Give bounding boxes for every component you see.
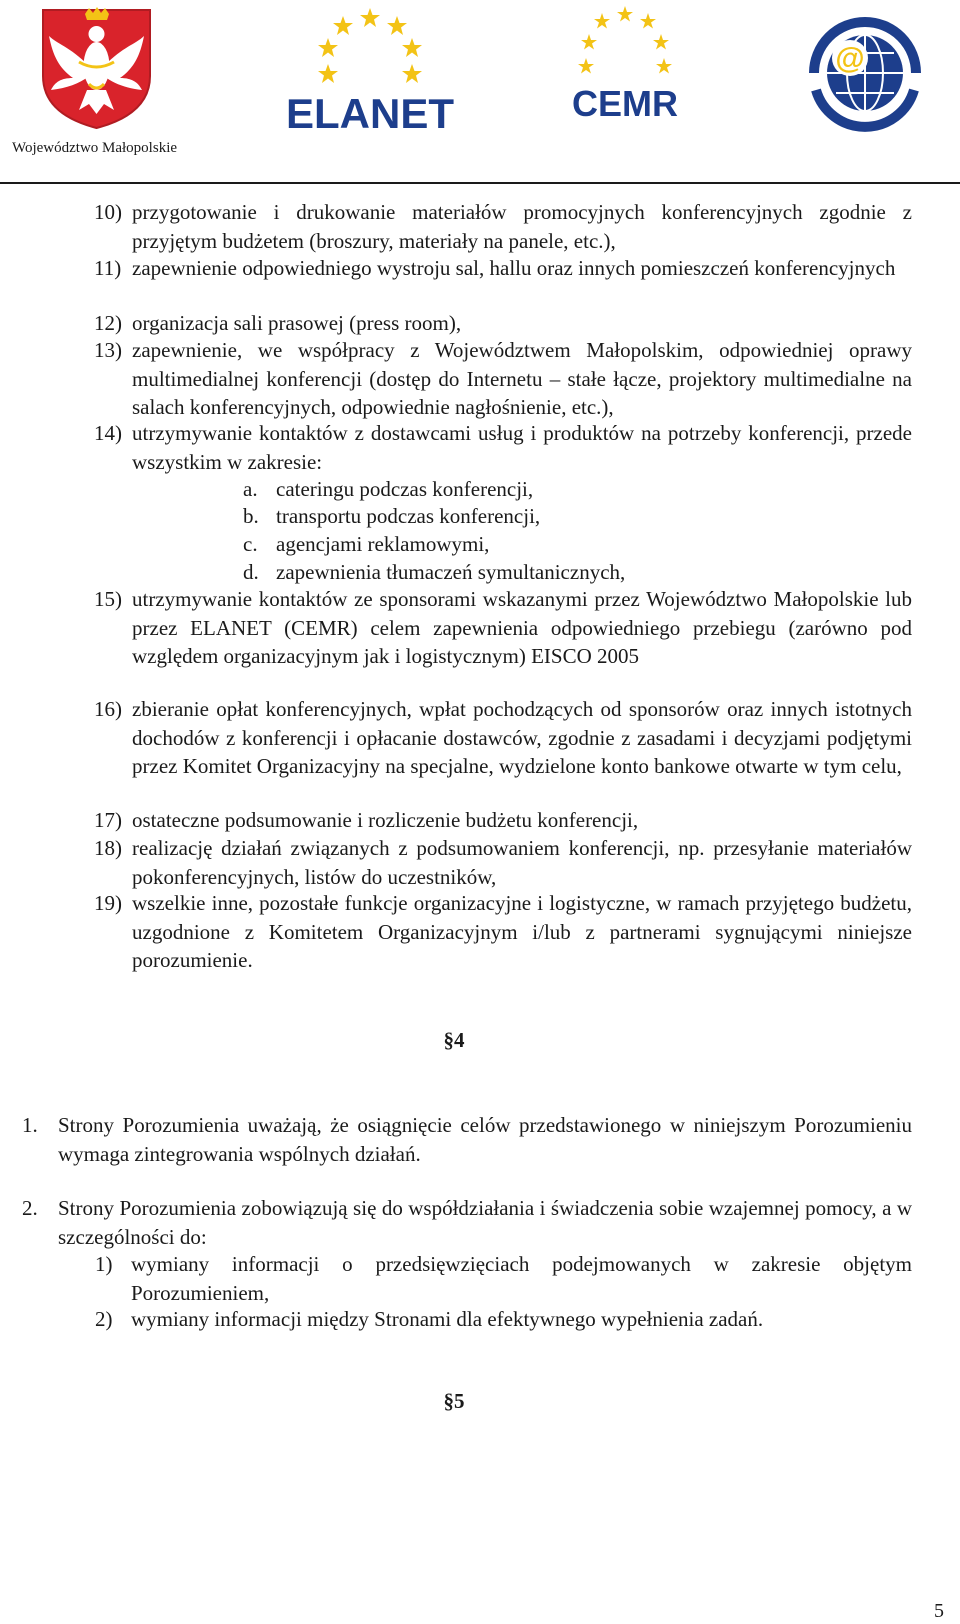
sub-item-letter: c.: [243, 532, 258, 556]
list-item: [94, 419, 912, 476]
item-number: 11): [94, 256, 122, 280]
sub-item-letter: d.: [243, 560, 259, 584]
item-text: ostateczne podsumowanie i rozliczenie budżetu konferencji,: [132, 808, 639, 832]
section-heading: §5: [443, 1389, 465, 1413]
subpoint-number: 1): [95, 1252, 113, 1276]
item-number: 14): [94, 421, 122, 445]
item-number: 13): [94, 338, 122, 362]
point-text: Strony Porozumienia uważają, że osiągnięcie celów przedstawionego w niniejszym Porozumieniu wymaga zintegrowania wspólnych działań.: [58, 1113, 912, 1166]
paragraph-subpoint: [95, 1250, 912, 1307]
svg-text:CEMR: CEMR: [572, 83, 678, 124]
header-rule: [0, 182, 960, 184]
sub-item-letter: a.: [243, 477, 258, 501]
item-text: wszelkie inne, pozostałe funkcje organizacyjne i logistyczne, w ramach przyjętego budżetu, uzgodnione z Komitetem Organizacyjnym i/lub z partnerami sygnującymi niniejsze porozumienie.: [132, 891, 912, 973]
item-text: przygotowanie i drukowanie materiałów promocyjnych konferencyjnych zgodnie z przyjętym budżetem (broszury, materiały na panele, etc.),: [132, 200, 912, 253]
point-number: 2.: [22, 1196, 38, 1220]
item-number: 18): [94, 836, 122, 860]
sub-list-item: [243, 558, 625, 587]
coat-caption: Województwo Małopolskie: [12, 140, 178, 156]
item-number: 16): [94, 697, 122, 721]
item-number: 10): [94, 200, 122, 224]
item-text: utrzymywanie kontaktów ze sponsorami wskazanymi przez Województwo Małopolskie lub przez ELANET (CEMR) celem zapewnienia odpowiedniego przebiegu (zarówno pod względem organizacyjnym jak i logistycznym) EISCO 2005: [132, 587, 912, 669]
list-item: [94, 585, 912, 671]
list-item: [94, 889, 912, 975]
list-item: [94, 806, 912, 835]
sub-item-text: cateringu podczas konferencji,: [276, 477, 534, 501]
page-header: [0, 0, 960, 184]
section-heading: §4: [443, 1028, 465, 1052]
item-text: utrzymywanie kontaktów z dostawcami usług i produktów na potrzeby konferencji, przede wszystkim w zakresie:: [132, 421, 912, 474]
paragraph-subpoint: [95, 1305, 912, 1334]
item-text: organizacja sali prasowej (press room),: [132, 311, 462, 335]
sub-item-text: zapewnienia tłumaczeń symultanicznych,: [276, 560, 626, 584]
list-item: [94, 834, 912, 891]
subpoint-number: 2): [95, 1307, 113, 1331]
item-text: zapewnienie, we współpracy z Województwem Małopolskim, odpowiedniej oprawy multimedialnej konferencji (dostęp do Internetu – stałe łącze, projektory multimedialne na salach konferencyjnych, odpowiednie nagłośnienie, etc.),: [132, 338, 912, 420]
list-item: [94, 254, 912, 283]
paragraph-point: [22, 1194, 912, 1251]
item-number: 19): [94, 891, 122, 915]
subpoint-text: wymiany informacji między Stronami dla efektywnego wypełnienia zadań.: [131, 1307, 764, 1331]
item-text: realizację działań związanych z podsumowaniem konferencji, np. przesyłanie materiałów pokonferencyjnych, listów do uczestników,: [132, 836, 912, 889]
point-number: 1.: [22, 1113, 38, 1137]
subpoint-text: wymiany informacji o przedsięwzięciach podejmowanych w zakresie objętym Porozumieniem,: [131, 1252, 912, 1305]
sub-item-text: transportu podczas konferencji,: [276, 504, 541, 528]
sub-item-letter: b.: [243, 504, 259, 528]
miasta-w-internecie-logo: [800, 8, 930, 138]
page-number: 5: [934, 1600, 944, 1622]
sub-item-text: agencjami reklamowymi,: [276, 532, 490, 556]
list-item: [94, 198, 912, 255]
svg-text:@: @: [835, 42, 865, 75]
item-number: 12): [94, 311, 122, 335]
coat-of-arms-logo: [39, 6, 154, 131]
list-item: [94, 336, 912, 422]
sub-list-item: [243, 475, 533, 504]
item-text: zbieranie opłat konferencyjnych, wpłat pochodzących od sponsorów oraz innych istotnych dochodów z konferencji i opłacanie dostawców, zgodnie z zasadami i decyzjami podjętymi przez Komitet Organizacyjny na specjalne, wydzielone konto bankowe otwarte w tym celu,: [132, 697, 912, 779]
item-number: 17): [94, 808, 122, 832]
cemr-logo: [560, 4, 690, 132]
list-item: [94, 309, 912, 338]
elanet-logo: [286, 6, 454, 134]
svg-text:ELANET: ELANET: [286, 90, 454, 134]
sub-list-item: [243, 502, 540, 531]
paragraph-point: [22, 1111, 912, 1168]
item-number: 15): [94, 587, 122, 611]
list-item: [94, 695, 912, 781]
point-text: Strony Porozumienia zobowiązują się do współdziałania i świadczenia sobie wzajemnej pomocy, a w szczególności do:: [58, 1196, 912, 1249]
item-text: zapewnienie odpowiedniego wystroju sal, hallu oraz innych pomieszczeń konferencyjnych: [132, 256, 896, 280]
sub-list-item: [243, 530, 489, 559]
